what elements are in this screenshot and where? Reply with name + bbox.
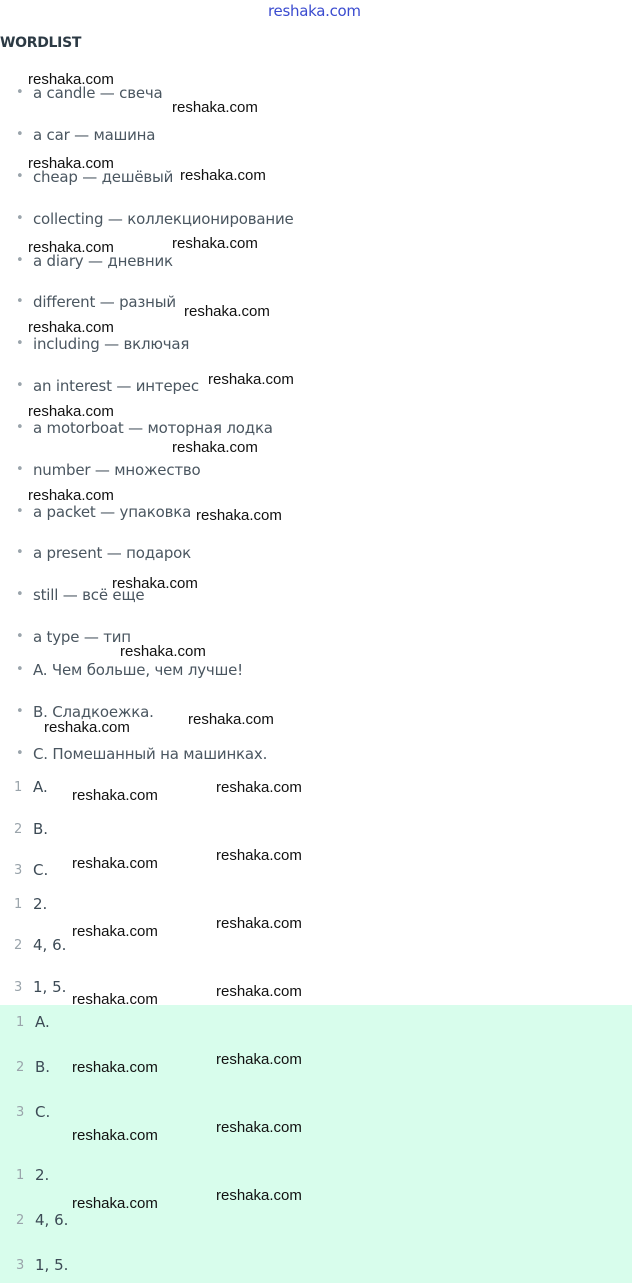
watermark: reshaka.com xyxy=(28,403,114,420)
wordlist-item: • different — разный xyxy=(33,293,176,311)
answer-row xyxy=(14,778,48,796)
wordlist-item: • an interest — интерес xyxy=(33,377,199,395)
watermark: reshaka.com xyxy=(216,1051,302,1068)
watermark: reshaka.com xyxy=(172,235,258,252)
watermark: reshaka.com xyxy=(28,155,114,172)
answer-row xyxy=(16,1013,50,1031)
answer-row xyxy=(14,861,49,879)
answer-row xyxy=(16,1166,50,1184)
heading-item: • C. Помешанный на машинках. xyxy=(33,745,267,763)
watermark: reshaka.com xyxy=(216,1187,302,1204)
watermark: reshaka.com xyxy=(216,1119,302,1136)
site-header-logo[interactable]: reshaka.com xyxy=(268,2,361,20)
answer-text: 4, 6. xyxy=(33,936,67,954)
watermark: reshaka.com xyxy=(72,787,158,804)
answer-number: 1 xyxy=(14,780,23,795)
watermark: reshaka.com xyxy=(72,1195,158,1212)
watermark: reshaka.com xyxy=(112,575,198,592)
answer-text: C. xyxy=(33,861,49,879)
watermark: reshaka.com xyxy=(180,167,266,184)
watermark: reshaka.com xyxy=(172,99,258,116)
wordlist-item: • number — множество xyxy=(33,461,201,479)
answer-text: 2. xyxy=(35,1166,50,1184)
heading-item: • A. Чем больше, чем лучше! xyxy=(33,661,243,679)
answer-row xyxy=(14,978,67,996)
answer-highlight-panel xyxy=(0,1005,632,1283)
answer-number: 3 xyxy=(14,863,23,878)
answer-number: 1 xyxy=(16,1015,25,1030)
answer-row xyxy=(16,1058,51,1076)
watermark: reshaka.com xyxy=(188,711,274,728)
answer-number: 3 xyxy=(14,980,23,995)
watermark: reshaka.com xyxy=(72,1127,158,1144)
answer-row xyxy=(14,936,67,954)
watermark: reshaka.com xyxy=(28,71,114,88)
watermark: reshaka.com xyxy=(208,371,294,388)
answer-text: A. xyxy=(35,1013,50,1031)
answer-number: 2 xyxy=(14,822,23,837)
answer-text: B. xyxy=(35,1058,51,1076)
wordlist-item: • a diary — дневник xyxy=(33,252,173,270)
wordlist-item: • a motorboat — моторная лодка xyxy=(33,419,273,437)
answer-text: 1, 5. xyxy=(33,978,67,996)
wordlist-item: • a car — машина xyxy=(33,126,155,144)
watermark: reshaka.com xyxy=(72,991,158,1008)
answer-row xyxy=(16,1103,51,1121)
wordlist-item: • cheap — дешёвый xyxy=(33,168,173,186)
wordlist-item: • a type — тип xyxy=(33,628,131,646)
watermark: reshaka.com xyxy=(216,847,302,864)
answer-text: 1, 5. xyxy=(35,1256,69,1274)
wordlist-item: • a packet — упаковка xyxy=(33,503,191,521)
wordlist-item: • including — включая xyxy=(33,335,189,353)
watermark: reshaka.com xyxy=(72,1059,158,1076)
watermark: reshaka.com xyxy=(172,439,258,456)
watermark: reshaka.com xyxy=(72,855,158,872)
watermark: reshaka.com xyxy=(120,643,206,660)
page-title: WORDLIST xyxy=(0,35,82,51)
watermark: reshaka.com xyxy=(72,923,158,940)
answer-number: 1 xyxy=(14,897,23,912)
watermark: reshaka.com xyxy=(216,779,302,796)
answer-number: 3 xyxy=(16,1105,25,1120)
answer-number: 3 xyxy=(16,1258,25,1273)
watermark: reshaka.com xyxy=(196,507,282,524)
answer-text: 2. xyxy=(33,895,48,913)
watermark: reshaka.com xyxy=(28,487,114,504)
watermark: reshaka.com xyxy=(216,915,302,932)
answer-number: 1 xyxy=(16,1168,25,1183)
heading-item: • B. Сладкоежка. xyxy=(33,703,154,721)
wordlist-item: • a present — подарок xyxy=(33,544,191,562)
answer-text: A. xyxy=(33,778,48,796)
answer-row xyxy=(14,820,49,838)
wordlist-item: • still — всё еще xyxy=(33,586,144,604)
wordlist-item: • a candle — свеча xyxy=(33,84,163,102)
answer-row xyxy=(14,895,48,913)
answer-row xyxy=(16,1256,69,1274)
answer-row xyxy=(16,1211,69,1229)
answer-text: C. xyxy=(35,1103,51,1121)
answer-text: B. xyxy=(33,820,49,838)
answer-number: 2 xyxy=(14,938,23,953)
watermark: reshaka.com xyxy=(44,719,130,736)
wordlist-item: • collecting — коллекционирование xyxy=(33,210,294,228)
watermark: reshaka.com xyxy=(216,983,302,1000)
answer-number: 2 xyxy=(16,1213,25,1228)
watermark: reshaka.com xyxy=(184,303,270,320)
watermark: reshaka.com xyxy=(28,319,114,336)
answer-text: 4, 6. xyxy=(35,1211,69,1229)
watermark: reshaka.com xyxy=(28,239,114,256)
answer-number: 2 xyxy=(16,1060,25,1075)
